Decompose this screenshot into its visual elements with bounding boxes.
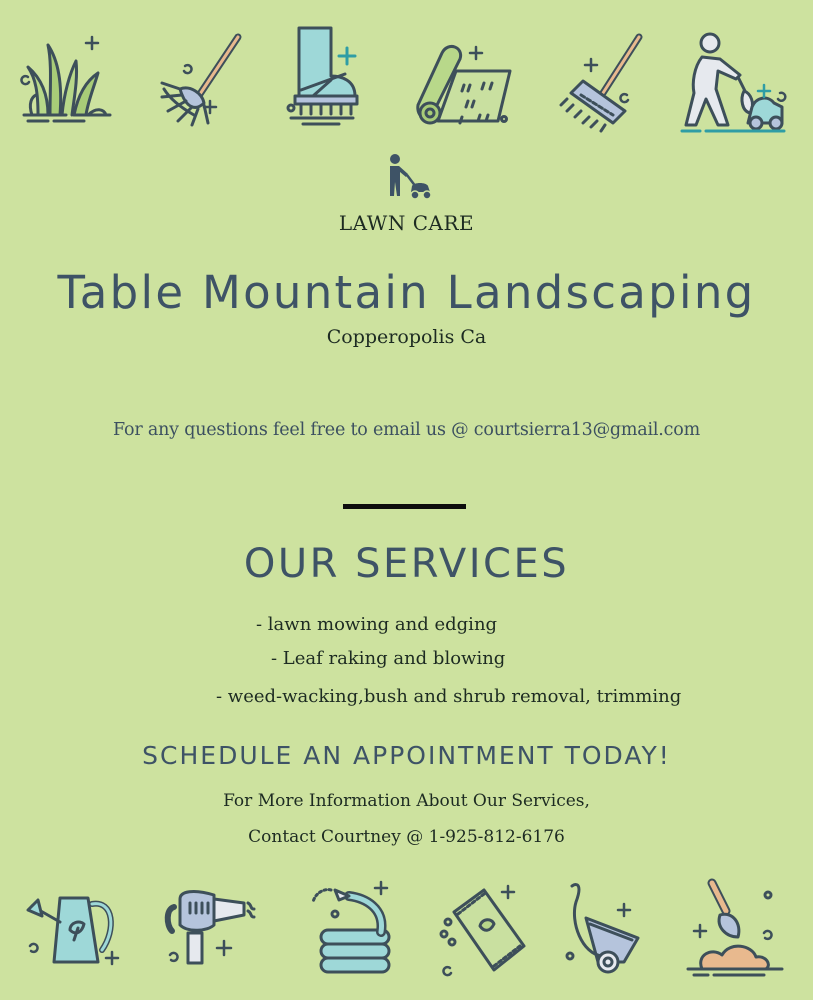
person-mowing-icon [676, 27, 786, 137]
services-heading: OUR SERVICES [243, 541, 570, 587]
lawn-dethatcher-icon [555, 23, 665, 133]
lawn-mower-logo-icon [378, 152, 434, 202]
watering-can-icon [18, 870, 128, 980]
garden-hose-icon [305, 878, 415, 988]
aerator-boot-icon [283, 20, 393, 130]
info-line: For More Information About Our Services, [223, 791, 590, 811]
grass-icon [14, 23, 124, 133]
sod-roll-icon [412, 27, 522, 137]
phone-contact-line: Contact Courtney @ 1-925-812-6176 [248, 827, 565, 847]
wheelbarrow-icon [562, 878, 672, 988]
service-item: - Leaf raking and blowing [271, 648, 506, 669]
category-label: LAWN CARE [338, 211, 475, 235]
seed-packet-icon [430, 878, 540, 988]
business-name-title: Table Mountain Landscaping [57, 266, 756, 319]
top-icon-row [0, 15, 813, 145]
service-item: - weed-wacking,bush and shrub removal, trimming [216, 686, 682, 707]
location-text: Copperopolis Ca [326, 326, 487, 348]
email-contact-line: For any questions feel free to email us @ courtsierra13@gmail.com [113, 420, 700, 440]
section-divider [343, 504, 466, 509]
rake-icon [150, 23, 260, 133]
service-item: - lawn mowing and edging [256, 614, 498, 635]
trowel-soil-icon [686, 875, 796, 985]
schedule-heading: SCHEDULE AN APPOINTMENT TODAY! [142, 741, 671, 770]
bottom-icon-row [0, 870, 813, 1000]
leaf-blower-icon [158, 875, 268, 985]
